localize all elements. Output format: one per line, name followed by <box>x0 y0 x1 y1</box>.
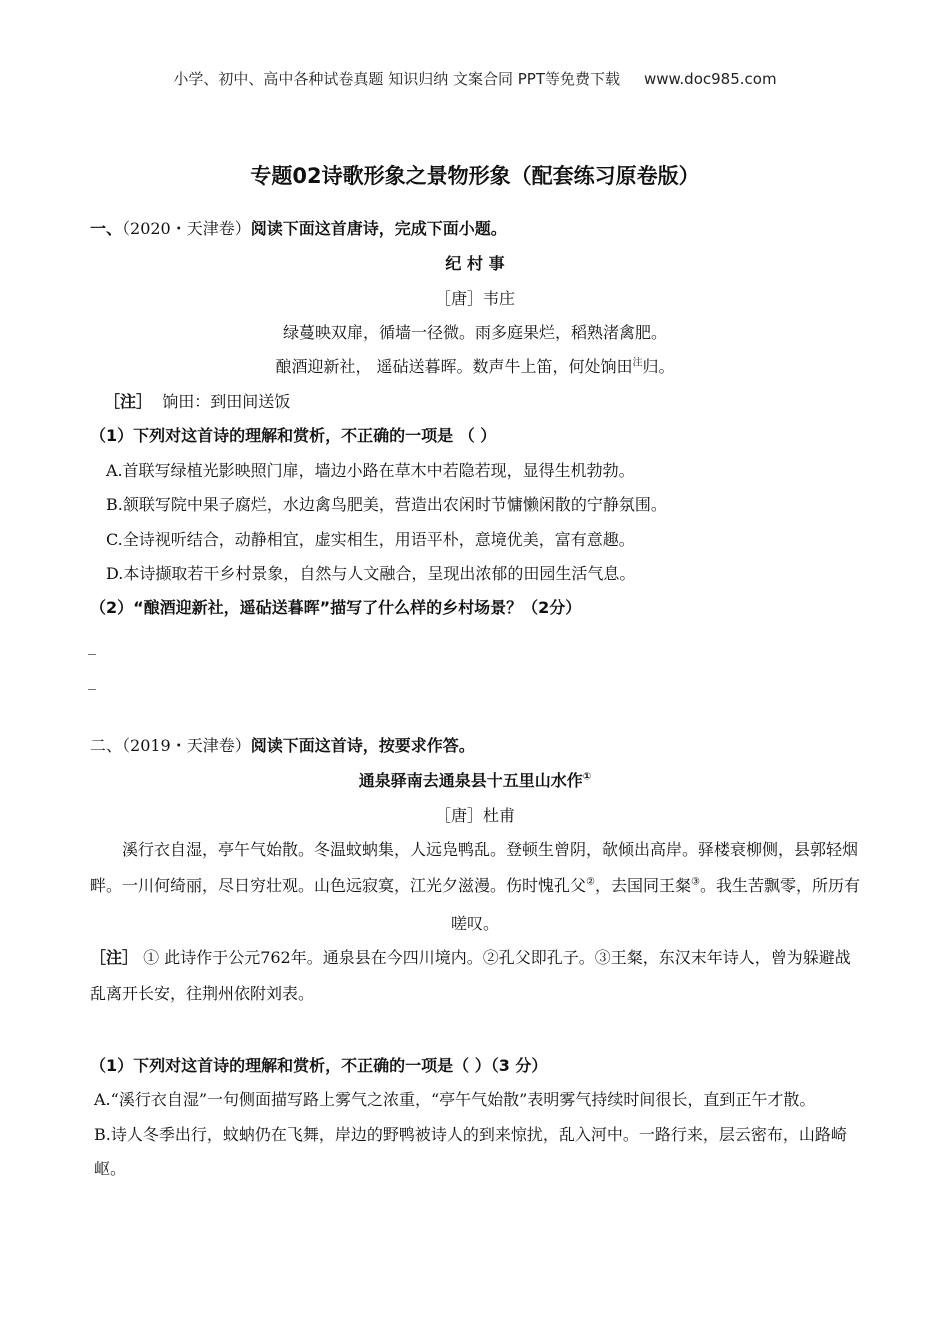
answer-blank-1[interactable]: _ <box>88 636 96 655</box>
section2-poem-author: ［唐］杜甫 <box>434 806 515 825</box>
note-marker: 注 <box>632 357 643 369</box>
section2-poem-title <box>0 771 950 791</box>
poem-title-text: 通泉驿南去通泉县十五里山水作 <box>358 771 583 790</box>
poem-body-part3: 。我生苦飘零，所历有 <box>699 876 860 895</box>
answer-blank-2[interactable]: _ <box>88 671 96 690</box>
section1-heading <box>90 219 507 239</box>
section2-option-b-line1: B.诗人冬季出行，蚊蚋仍在飞舞，岸边的野鸭被诗人的到来惊扰，乱入河中。一路行来，层云密布，山路崎 <box>94 1125 847 1144</box>
header-site-link[interactable]: www.doc985.com <box>643 70 777 88</box>
poem-body-part2: ，去国同王粲 <box>594 876 691 895</box>
poem-body-part1: 溪行衣自湿，亭午气始散。冬温蚊蚋集，人远凫鸭乱。登顿生曾阴，欹倾出高岸。驿楼衰柳侧，县郭轻烟畔。一川何绮丽，尽日穷壮观。山色远寂寞，江光夕滋漫。伤时愧孔父 <box>90 840 859 895</box>
poem-title-note-marker: ① <box>582 771 592 783</box>
section1-option-c: C.全诗视听结合，动静相宜，虚实相生，用语平朴，意境优美，富有意趣。 <box>106 530 635 549</box>
section2-number: 二、 <box>90 736 123 755</box>
line2-text-pre: 酿酒迎新社， 遥砧送暮晖。数声牛上笛，何处饷田 <box>275 357 633 376</box>
body-note-marker-3: ③ <box>691 876 700 888</box>
section1-poem-line2 <box>0 357 950 377</box>
section1-option-b: B.颔联写院中果子腐烂，水边禽鸟肥美，营造出农闲时节慵懒闲散的宁静氛围。 <box>106 495 667 514</box>
section2-question1: （1）下列对这首诗的理解和赏析，不正确的一项是（ ）（3 分） <box>90 1056 548 1075</box>
section1-option-d: D.本诗撷取若干乡村景象，自然与人文融合，呈现出浓郁的田园生活气息。 <box>106 564 636 583</box>
note2-text: ① 此诗作于公元762年。通泉县在今四川境内。②孔父即孔子。③王粲，东汉末年诗人，曾为躲避战乱离开长安，往荆州依附刘表。 <box>90 948 851 1003</box>
page-header <box>0 68 950 89</box>
section1-option-a: A.首联写绿植光影映照门扉，墙边小路在草木中若隐若现，显得生机勃勃。 <box>106 461 635 480</box>
section2-source: （2019・天津卷） <box>122 736 251 755</box>
section2-heading <box>90 736 475 756</box>
section1-poem-author: ［唐］韦庄 <box>434 289 515 308</box>
section1-poem-line1: 绿蔓映双扉，循墙一径微。雨多庭果烂，稻熟渚禽肥。 <box>282 323 667 342</box>
body-note-marker-2: ② <box>586 876 595 888</box>
header-text: 小学、初中、高中各种试卷真题 知识归纳 文案合同 PPT等免费下载 <box>173 70 620 88</box>
note2-label: ［注］ <box>90 948 139 967</box>
section2-instruction: 阅读下面这首诗，按要求作答。 <box>250 736 475 755</box>
note-text: 饷田：到田间送饭 <box>162 392 291 411</box>
section2-note <box>90 940 862 1012</box>
section1-number: 一、 <box>90 219 123 238</box>
section1-instruction: 阅读下面这首唐诗，完成下面小题。 <box>250 219 507 238</box>
section2-option-a: A.“溪行衣自湿”一句侧面描写路上雾气之浓重，“亭午气始散”表明雾气持续时间很长，直到正午才散。 <box>94 1090 816 1109</box>
section2-option-b-line2: 岖。 <box>94 1159 127 1178</box>
line2-text-post: 归。 <box>642 357 675 376</box>
section2-poem-body <box>90 832 862 904</box>
section2-poem-body-last-line: 嗟叹。 <box>450 914 499 933</box>
section1-question2: （2）“酿酒迎新社，遥砧送暮晖”描写了什么样的乡村场景？（2分） <box>90 598 582 617</box>
section1-question1: （1）下列对这首诗的理解和赏析，不正确的一项是 （ ） <box>90 426 497 445</box>
section1-poem-title: 纪 村 事 <box>445 254 505 273</box>
note-label: ［注］ <box>104 392 153 411</box>
section1-note <box>104 392 290 412</box>
page-title: 专题02诗歌形象之景物形象（配套练习原卷版） <box>250 164 700 188</box>
section1-source: （2020・天津卷） <box>122 219 251 238</box>
